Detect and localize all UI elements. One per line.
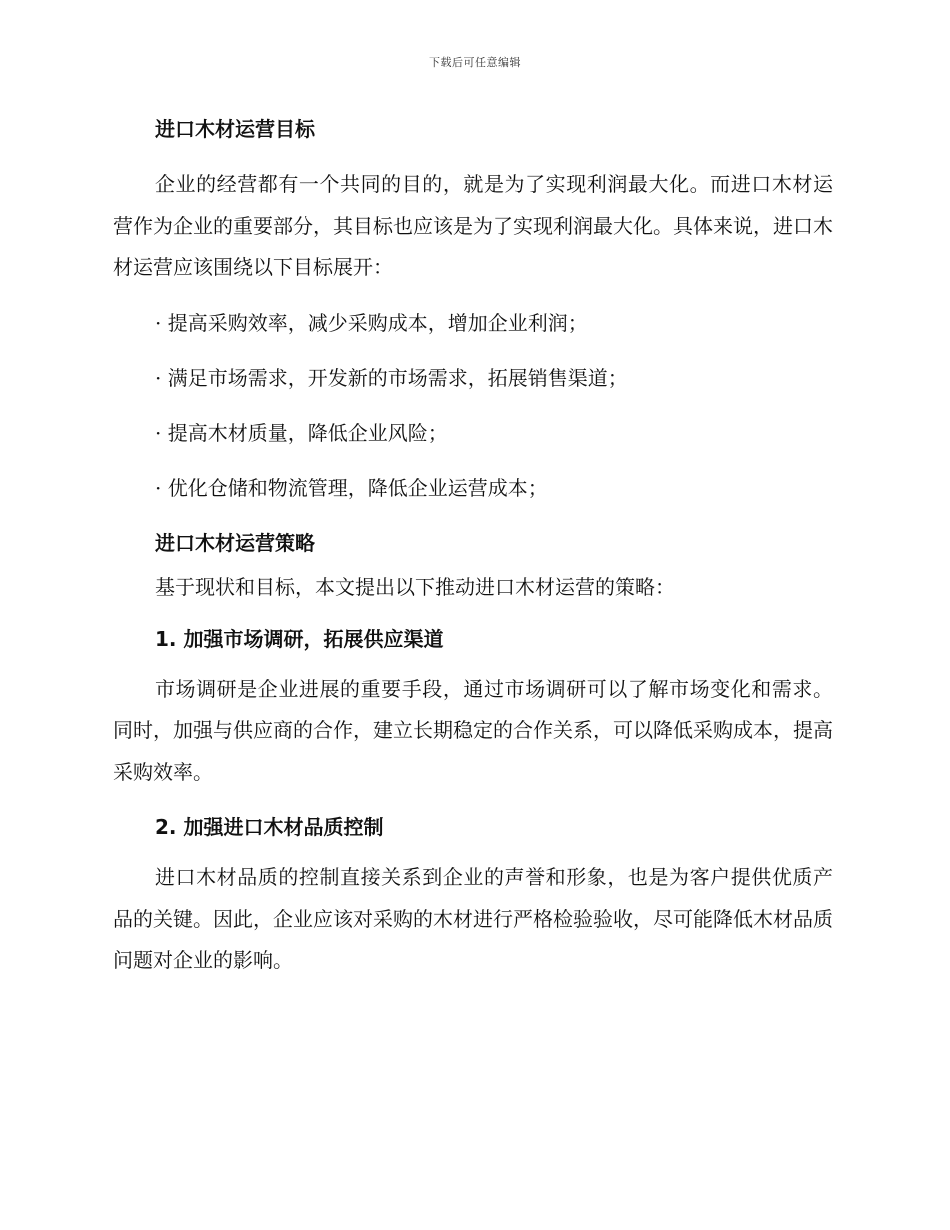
- page-header: 下载后可任意编辑: [429, 56, 521, 69]
- list-item: · 提高木材质量，降低企业风险；: [155, 420, 448, 445]
- paragraph-strategy-2: 进口木材品质的控制直接关系到企业的声誉和形象，也是为客户提供优质产品的关键。因此，企业应该对采购的木材进行严格检验验收，尽可能降低木材品质问题对企业的影响。: [113, 865, 833, 972]
- list-item: · 满足市场需求，开发新的市场需求，拓展销售渠道；: [155, 365, 628, 390]
- list-item: · 优化仓储和物流管理，降低企业运营成本；: [155, 475, 548, 500]
- subheading-strategy-2: 2. 加强进口木材品质控制: [155, 815, 384, 839]
- document-body: [113, 108, 833, 982]
- subheading-strategy-1: 1. 加强市场调研，拓展供应渠道: [155, 626, 444, 651]
- section-heading-goals: 进口木材运营目标: [155, 117, 315, 141]
- list-item: · 提高采购效率，减少采购成本，增加企业利润；: [155, 310, 588, 335]
- paragraph-goals-intro: 企业的经营都有一个共同的目的，就是为了实现利润最大化。而进口木材运营作为企业的重要部分，其目标也应该是为了实现利润最大化。具体来说，进口木材运营应该围绕以下目标展开：: [113, 172, 833, 279]
- section-heading-strategy: 进口木材运营策略: [155, 530, 315, 555]
- paragraph-strategy-1: 市场调研是企业进展的重要手段，通过市场调研可以了解市场变化和需求。同时，加强与供应商的合作，建立长期稳定的合作关系，可以降低采购成本，提高采购效率。: [113, 676, 833, 784]
- paragraph-strategy-intro: 基于现状和目标，本文提出以下推动进口木材运营的策略：: [155, 574, 675, 599]
